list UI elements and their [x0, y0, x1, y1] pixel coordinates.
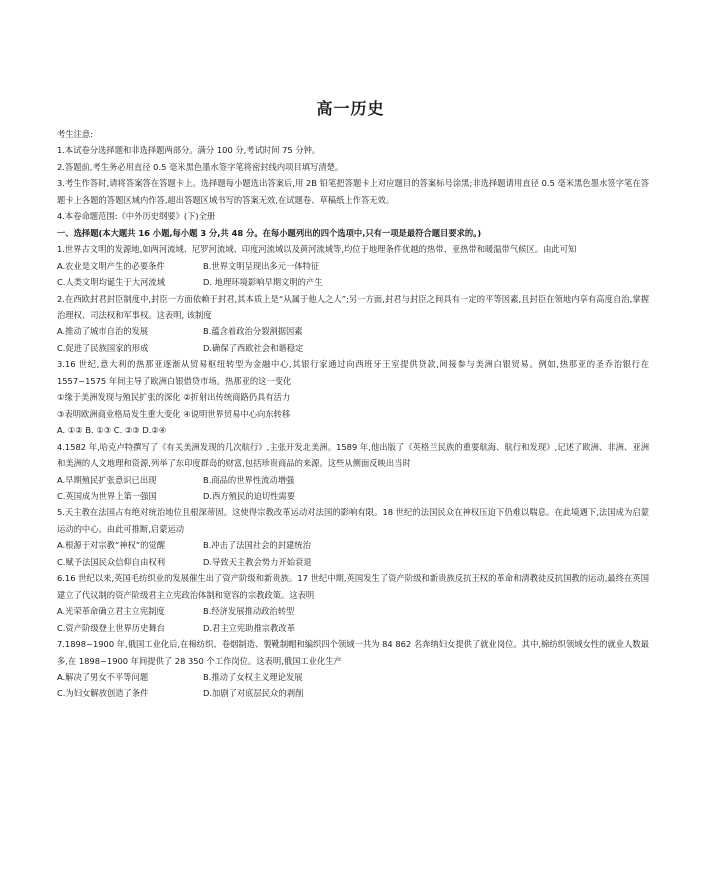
notice-item: 3.考生作答时,请将答案答在答题卡上。选择题每小题选出答案后,用 2B 铅笔把答题卡上对应题目的答案标号涂黑;非选择题请用直径 0.5 毫米黑色墨水签字笔在答题卡上各题的答题区域内作答,超出答题区域书写的答案无效,在试题卷、草稿纸上作答无效。: [57, 178, 649, 205]
option: A.解决了男女不平等问题: [57, 671, 149, 682]
option-line: A. ①② B. ①③ C. ②③ D.②④: [57, 425, 167, 436]
option: A.推动了城市自治的发展: [57, 326, 149, 337]
option-row: [57, 603, 649, 619]
option: D. 地理环境影响早期文明的产生: [203, 277, 323, 288]
page-title: 高一历史: [316, 99, 385, 118]
option: A.光荣革命确立君主立宪制度: [57, 606, 165, 617]
question-stem: 3.16 世纪,意大利的热那亚逐渐从贸易枢纽转型为金融中心,其银行家通过向西班牙王室提供贷款,间接参与美洲白银贸易。例如,热那亚的圣乔治银行在 1557~1575 年间主导了欧洲白银借贷市场。热那亚的这一变化: [57, 359, 649, 386]
statement-line: ①缘于美洲发现与殖民扩张的深化 ②折射出传统商路仍具有活力: [57, 392, 291, 403]
option: C.促进了民族国家的形成: [57, 342, 149, 353]
option-row: [57, 554, 649, 570]
option: A.早期殖民扩张意识已出现: [57, 474, 157, 485]
exam-content: [57, 126, 649, 702]
option-row: [57, 620, 649, 636]
option: A.农业是文明产生的必要条件: [57, 260, 165, 271]
option-row: [57, 472, 649, 488]
option: C.赋予法国民众信仰自由权利: [57, 556, 165, 567]
option-row: [57, 274, 649, 290]
notice-item: 2.答题前,考生务必用直径 0.5 毫米黑色墨水签字笔将密封线内项目填写清楚。: [57, 161, 344, 172]
option-row: [57, 685, 649, 701]
statement-line: ③表明欧洲商业格局发生重大变化 ④说明世界贸易中心向东转移: [57, 408, 291, 419]
question-stem: 4.1582 年,哈克卢特撰写了《有关美洲发现的几次航行》,主张开发北美洲。1589 年,他出版了《英格兰民族的重要航海、航行和发现》,记述了欧洲、非洲、亚洲和美洲的人文地理和资源,列举了东印度群岛的财富,包括珍贵商品的来源。这些从侧面反映出当时: [57, 441, 649, 469]
option: D.导致天主教会势力开始衰退: [203, 556, 312, 567]
notice-heading: 考生注意:: [57, 129, 93, 139]
option: B.推动了女权主义理论发展: [203, 671, 303, 682]
notice-item: 4.本卷命题范围:《中外历史纲要》(下)全册: [57, 211, 216, 222]
question-stem: 7.1898~1900 年,俄国工业化后,在棉纺织、卷烟制造、製靴制帽和编织四个领域一共为 84 862 名奔纳妇女提供了就业岗位。其中,棉纺织领域女性的就业人数最多,在 1898~1900 年间提供了 28 350 个工作岗位。这表明,俄国工业化生产: [57, 639, 649, 666]
option: B.蕴含着政治分裂割据因素: [203, 326, 303, 337]
option: B.经济发展推动政治转型: [203, 606, 295, 617]
question-stem: 6.16 世纪以来,英国毛纺织业的发展催生出了资产阶级和新贵族。17 世纪中期,英国发生了资产阶级和新贵族反抗王权的革命和清教徒反抗国教的运动,最终在英国建立了代议制的资产阶级君主立宪政治体制和宽容的宗教政策。这表明: [57, 573, 649, 600]
option: D.君主立宪助推宗教改革: [203, 622, 295, 633]
option: C.英国成为世界上第一强国: [57, 490, 157, 501]
option-row: [57, 258, 649, 274]
option-row: [57, 340, 649, 356]
option: D.西方殖民的迫切性需要: [203, 490, 295, 501]
option: B.商品的世界性流动增强: [203, 474, 295, 485]
option: A.根源于对宗教“神权”的觉醒: [57, 540, 166, 551]
option: D.确保了西欧社会和谐稳定: [203, 342, 304, 353]
option: D.加剧了对底层民众的剥削: [203, 688, 304, 699]
option-row: [57, 669, 649, 685]
question-stem: 5.天主教在法国占有绝对统治地位且根深蒂固。这使得宗教改革运动对法国的影响有限。18 世纪的法国民众在神权压迫下仍难以喘息。在此境遇下,法国成为启蒙运动的中心。由此可推断,启蒙运动: [57, 507, 649, 534]
option: C.为妇女解放创造了条件: [57, 688, 149, 699]
option: B.世界文明呈现出多元一体特征: [203, 260, 320, 271]
option-row: [57, 537, 649, 553]
notice-item: 1.本试卷分选择题和非选择题两部分。满分 100 分,考试时间 75 分钟。: [57, 145, 321, 156]
question-stem: 1.世界古文明的发源地,如两河流域、尼罗河流域、印度河流域以及黄河流域等,均位于地理条件优越的热带、亚热带和暖温带气候区。由此可知: [57, 244, 577, 255]
section-heading: 一、选择题(本大题共 16 小题,每小题 3 分,共 48 分。在每小题列出的四个选项中,只有一项是最符合题目要求的。): [57, 227, 482, 238]
option: B.冲击了法国社会的封建统治: [203, 540, 311, 551]
option: C.资产阶级登上世界历史舞台: [57, 622, 165, 633]
option: C.人类文明均诞生于大河流域: [57, 277, 165, 288]
option-row: [57, 488, 649, 504]
option-row: [57, 323, 649, 339]
question-stem: 2.在西欧封君封臣制度中,封臣一方面依赖于封君,其本质上是“从属于他人之人”;另一方面,封君与封臣之间具有一定的平等因素,且封臣在领地内享有高度自治,掌握治理权、司法权和军事权。这表明, 该制度: [57, 293, 649, 320]
